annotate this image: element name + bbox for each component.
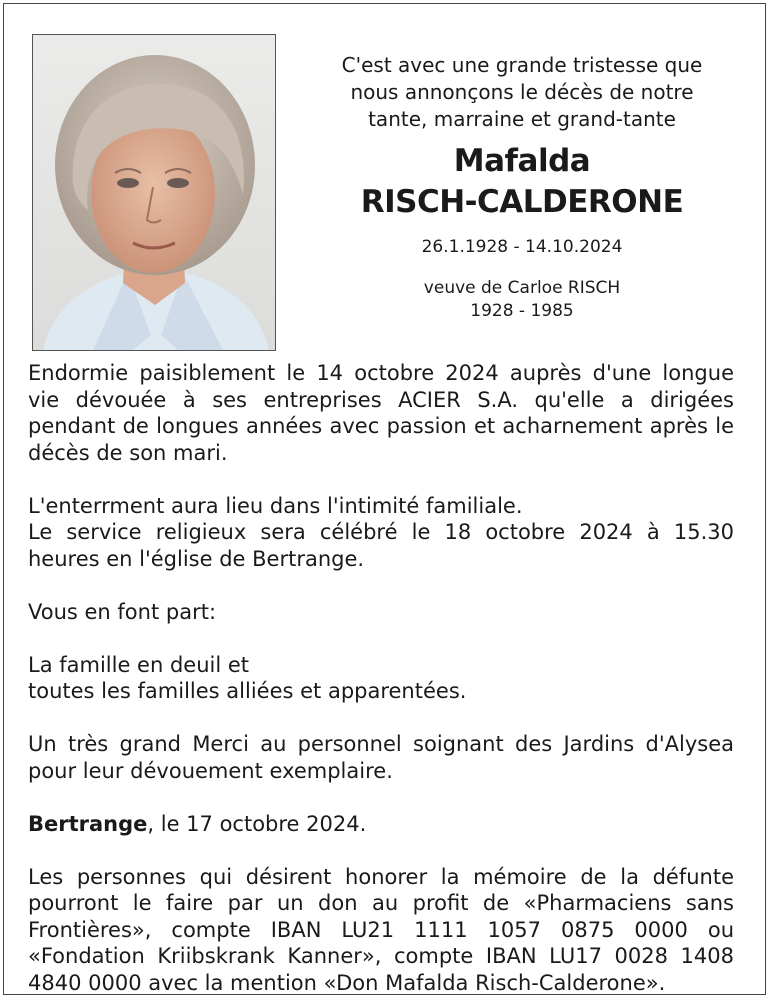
- notice-header: [300, 52, 744, 323]
- donation-paragraph: Les personnes qui désirent honorer la mémoire de la défunte pourront le faire par un don au profit de «Pharmaciens sans Frontières», compte IBAN LU21 1111 1057 0875 0000 ou «Fondation Kriibskrank Kanner», compte IBAN LU17 0028 1408 4840 0000 avec la mention «Don Mafalda Risch-Calderone».: [28, 864, 734, 995]
- life-dates: 26.1.1928 - 14.10.2024: [421, 237, 623, 257]
- intro-line-2: nous annonçons le décès de notre: [350, 80, 694, 104]
- intro-line-3: tante, marraine et grand-tante: [368, 107, 676, 131]
- widow-dates: 1928 - 1985: [470, 301, 574, 321]
- announce-line: Vous en font part:: [28, 599, 217, 624]
- widow-line: veuve de Carloe RISCH: [423, 278, 621, 298]
- intro-line-1: C'est avec une grande tristesse que: [341, 53, 703, 77]
- intro-text: [300, 52, 744, 133]
- funeral-line-2: Le service religieux sera célébré le 18 octobre 2024 à 15.30 heures en l'église de Bertrange.: [28, 520, 734, 571]
- widow-info: [300, 277, 744, 323]
- place-date-line: [28, 811, 734, 838]
- passing-paragraph: Endormie paisiblement le 14 octobre 2024 auprès d'une longue vie dévouée à ses entreprises ACIER S.A. qu'elle a dirigées pendant de longues années avec passion et acharnement après le décès de son mari.: [28, 361, 734, 465]
- first-name: Mafalda: [453, 143, 591, 179]
- funeral-line-1: L'enterrment aura lieu dans l'intimité familiale.: [28, 493, 523, 518]
- place-name: Bertrange: [28, 811, 148, 836]
- family-line-1: La famille en deuil et: [28, 652, 250, 677]
- portrait-photo: [32, 34, 276, 351]
- deceased-name: [300, 141, 744, 223]
- thanks-paragraph: Un très grand Merci au personnel soignant des Jardins d'Alysea pour leur dévouement exemplaire.: [28, 732, 734, 783]
- notice-body: [28, 360, 734, 996]
- family-line-2: toutes les familles alliées et apparentées.: [28, 679, 467, 703]
- date-text: , le 17 octobre 2024.: [147, 811, 367, 836]
- last-name: RISCH-CALDERONE: [360, 184, 684, 220]
- portrait-illustration: [33, 35, 275, 350]
